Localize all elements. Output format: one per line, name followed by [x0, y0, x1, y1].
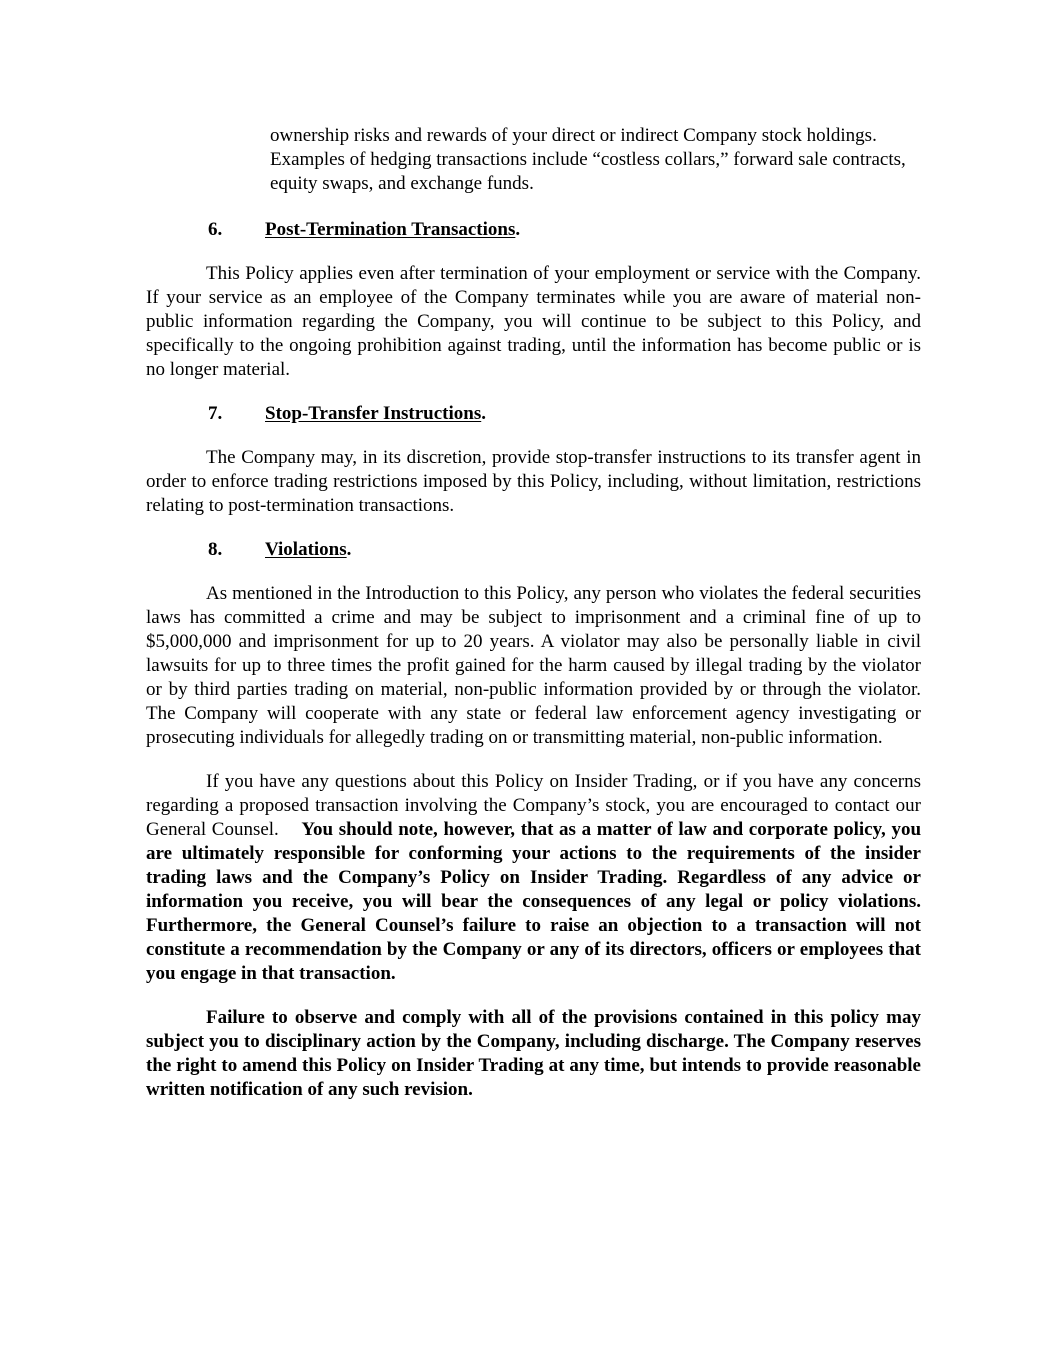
section-8-number: 8.: [208, 539, 223, 560]
final-paragraph: Failure to observe and comply with all of the provisions contained in this policy may subject you to disciplinary action by the Company, including discharge. The Company reserves the right to amend this Policy on Insider Trading at any time, but intends to provide reasonable written notification of any such revision.: [146, 1007, 921, 1100]
hedging-continuation-text: ownership risks and rewards of your direct or indirect Company stock holdings. Examples of hedging transactions include “costless collars,” forward sale contracts, equity swaps, and exchange funds.: [270, 125, 906, 194]
section-7-heading: 7. Stop-Transfer Instructions .: [208, 403, 486, 424]
section-7-paragraph: The Company may, in its discretion, provide stop-transfer instructions to its transfer agent in order to enforce trading restrictions imposed by this Policy, including, without limitation, restrictions relating to post-termination transactions.: [146, 447, 921, 516]
section-7-title: Stop-Transfer Instructions: [265, 403, 482, 424]
document-page: [146, 124, 921, 1102]
section-6-title: Post-Termination Transactions: [265, 219, 516, 240]
section-6-number: 6.: [208, 219, 223, 240]
section-6-heading: 6. Post-Termination Transactions .: [208, 219, 521, 240]
section-6-paragraph: This Policy applies even after termination of your employment or service with the Company. If your service as an employee of the Company terminates while you are aware of material non-public information regarding the Company, you will continue to be subject to this Policy, and specifically to the ongoing prohibition against trading, until the information has become public or is no longer material.: [146, 263, 921, 380]
questions-bold-text: You should note, however, that as a matter of law and corporate policy, you are ultimately responsible for conforming your actions to the requirements of the insider trading laws and the Company’s Policy on Insider Trading. Regardless of any advice or information you receive, you will bear the consequences of any legal or policy violations. Furthermore, the General Counsel’s failure to raise an objection to a transaction will not constitute a recommendation by the Company or any of its directors, officers or employees that you engage in that transaction.: [146, 819, 922, 984]
section-8-title: Violations: [265, 539, 347, 560]
questions-plain-text: If you have any questions about this Policy on Insider Trading, or if you have any concerns regarding a proposed transaction involving the Company’s stock, you are encouraged to contact our General Counsel.: [146, 771, 921, 840]
section-8-heading: 8. Violations .: [208, 539, 352, 560]
section-7-number: 7.: [208, 403, 223, 424]
questions-paragraph: [146, 770, 921, 986]
section-8-paragraph: As mentioned in the Introduction to this Policy, any person who violates the federal securities laws has committed a crime and may be subject to imprisonment and a criminal fine of up to $5,000,000 and imprisonment for up to 20 years. A violator may also be personally liable in civil lawsuits for up to three times the profit gained for the harm caused by illegal trading by the violator or by third parties trading on material, non-public information provided by or through the violator. The Company will cooperate with any state or federal law enforcement agency investigating or prosecuting individuals for allegedly trading on or transmitting material, non-public information.: [146, 583, 921, 748]
